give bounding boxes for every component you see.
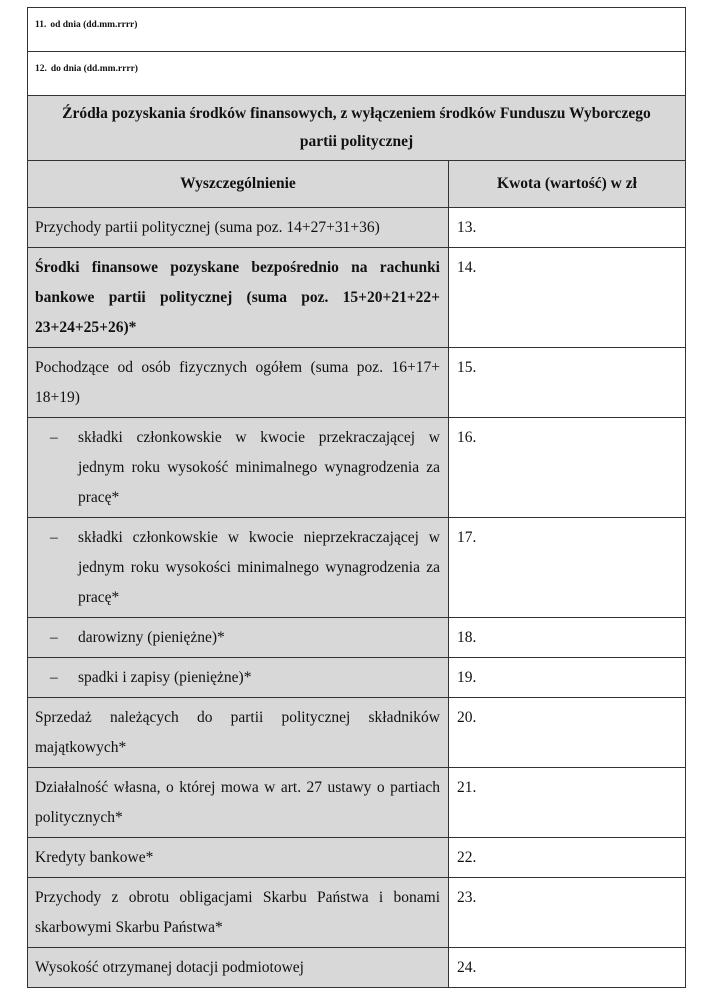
amount-cell[interactable] — [449, 768, 686, 838]
row-label-cell — [28, 518, 449, 618]
row-label: Przychody z obrotu obligacjami Skarbu Państwa i bonami skarbowymi Skarbu Państwa* — [28, 878, 449, 948]
row-label: Sprzedaż należących do partii politycznej składników majątkowych* — [28, 698, 449, 768]
dash-marker: – — [50, 629, 58, 646]
dash-marker: – — [50, 669, 58, 686]
amount-cell[interactable] — [449, 248, 686, 348]
row-label-cell — [28, 418, 449, 518]
row-label: Wysokość otrzymanej dotacji podmiotowej — [28, 948, 449, 988]
table-row — [28, 418, 686, 518]
amount-cell[interactable] — [449, 418, 686, 518]
dash-marker: – — [50, 529, 58, 546]
row-label: Pochodzące od osób fizycznych ogółem (suma poz. 16+17+ 18+19) — [28, 348, 449, 418]
table-row — [28, 518, 686, 618]
amount-cell[interactable] — [449, 838, 686, 878]
row-label: Przychody partii politycznej (suma poz. 14+27+31+36) — [28, 208, 449, 248]
row-number: 16. — [457, 429, 477, 446]
field-row-12 — [28, 52, 686, 96]
row-number: 18. — [457, 629, 477, 646]
section-title: Źródła pozyskania środków finansowych, z wyłączeniem środków Funduszu Wyborczego partii politycznej — [28, 96, 686, 161]
row-label: darowizny (pieniężne)* — [78, 629, 225, 646]
row-label: Kredyty bankowe* — [28, 838, 449, 878]
amount-cell[interactable] — [449, 948, 686, 988]
amount-cell[interactable] — [449, 698, 686, 768]
column-header-amount: Kwota (wartość) w zł — [449, 161, 686, 208]
row-number: 23. — [457, 889, 477, 906]
amount-cell[interactable] — [449, 658, 686, 698]
field-number: 11. — [35, 20, 47, 30]
row-number: 17. — [457, 529, 477, 546]
amount-cell[interactable] — [449, 348, 686, 418]
table-row — [28, 878, 686, 948]
column-header-row — [28, 161, 686, 208]
amount-cell[interactable] — [449, 878, 686, 948]
row-number: 22. — [457, 849, 477, 866]
row-label: składki członkowskie w kwocie przekraczającej w jednym roku wysokość minimalnego wynagrodzenia za pracę* — [78, 429, 440, 506]
column-header-description: Wyszczególnienie — [28, 161, 449, 208]
table-row — [28, 348, 686, 418]
section-header-row — [28, 96, 686, 161]
row-number: 14. — [457, 259, 477, 276]
amount-cell[interactable] — [449, 208, 686, 248]
row-number: 15. — [457, 359, 477, 376]
table-row — [28, 658, 686, 698]
table-row — [28, 768, 686, 838]
field-number: 12. — [35, 64, 47, 74]
row-number: 19. — [457, 669, 477, 686]
date-to-field[interactable] — [28, 52, 686, 96]
amount-cell[interactable] — [449, 618, 686, 658]
row-label-cell — [28, 618, 449, 658]
table-row — [28, 948, 686, 988]
row-label: Środki finansowe pozyskane bezpośrednio na rachunki bankowe partii politycznej (suma poz. 15+20+21+22+ 23+24+25+26)* — [28, 248, 449, 348]
financial-report-form — [27, 7, 686, 988]
field-row-11 — [28, 8, 686, 52]
row-label: Działalność własna, o której mowa w art. 27 ustawy o partiach politycznych* — [28, 768, 449, 838]
amount-cell[interactable] — [449, 518, 686, 618]
row-number: 20. — [457, 709, 477, 726]
row-label-cell — [28, 658, 449, 698]
table-row — [28, 248, 686, 348]
field-label: od dnia (dd.mm.rrrr) — [50, 20, 138, 30]
row-number: 24. — [457, 959, 477, 976]
table-row — [28, 208, 686, 248]
table-row — [28, 838, 686, 878]
row-label: spadki i zapisy (pieniężne)* — [78, 669, 252, 686]
table-row — [28, 618, 686, 658]
field-label: do dnia (dd.mm.rrrr) — [50, 64, 138, 74]
row-number: 13. — [457, 219, 477, 236]
date-from-field[interactable] — [28, 8, 686, 52]
row-number: 21. — [457, 779, 477, 796]
table-row — [28, 698, 686, 768]
row-label: składki członkowskie w kwocie nieprzekraczającej w jednym roku wysokości minimalnego wynagrodzenia za pracę* — [78, 529, 440, 606]
dash-marker: – — [50, 429, 58, 446]
